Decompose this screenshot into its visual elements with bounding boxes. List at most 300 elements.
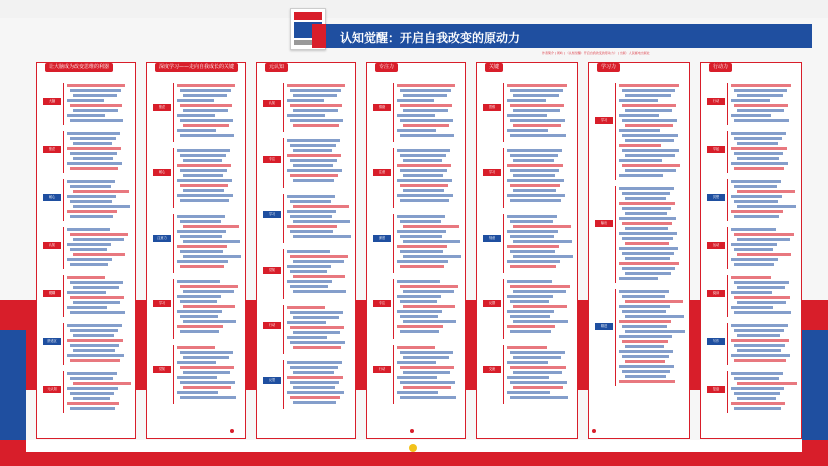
text-line	[625, 169, 676, 172]
text-line	[397, 346, 435, 349]
text-line	[625, 257, 670, 260]
text-line	[510, 169, 559, 172]
branch-line	[283, 305, 284, 354]
text-line	[287, 225, 337, 228]
text-line	[734, 119, 789, 122]
text-line	[287, 210, 336, 213]
text-line	[287, 265, 331, 268]
text-line	[731, 195, 782, 198]
text-line	[293, 220, 350, 223]
text-line	[287, 99, 324, 102]
text-line	[183, 356, 229, 359]
book-meta: 作者简介 | 周岭 | 《认知觉醒：开启自我改变的原动力》 | 出版：人民邮电出版社	[542, 51, 650, 55]
text-line	[734, 215, 779, 218]
text-line	[510, 250, 555, 253]
text-line	[397, 295, 441, 298]
text-line	[67, 228, 110, 231]
text-line	[287, 280, 332, 283]
text-line	[287, 154, 341, 157]
text-line	[70, 215, 113, 218]
text-line	[731, 291, 772, 294]
text-line	[625, 154, 675, 157]
mindmap-node: 耐心	[43, 194, 61, 201]
text-line	[70, 152, 117, 155]
text-line	[183, 225, 239, 228]
text-line	[619, 99, 658, 102]
text-line	[731, 339, 789, 342]
branch-line	[393, 83, 394, 142]
text-line	[625, 330, 685, 333]
text-line	[397, 245, 447, 248]
text-line	[403, 290, 454, 293]
text-line	[177, 391, 218, 394]
text-line	[67, 147, 121, 150]
text-line	[180, 119, 233, 122]
text-line	[400, 366, 454, 369]
mindmap-node: 写作	[707, 338, 725, 345]
column-heading: 元认知	[265, 63, 288, 72]
text-line	[510, 119, 565, 122]
text-line	[397, 325, 443, 328]
text-line	[397, 391, 438, 394]
text-line	[67, 354, 124, 357]
text-line	[734, 377, 779, 380]
text-line	[73, 397, 110, 400]
text-line	[731, 306, 773, 309]
text-line	[731, 258, 778, 261]
text-line	[731, 180, 781, 183]
text-line	[734, 248, 773, 251]
text-line	[70, 359, 120, 362]
mindmap-node: 运动	[707, 242, 725, 249]
text-line	[507, 260, 560, 263]
text-line	[287, 114, 325, 117]
text-line	[507, 194, 565, 197]
text-line	[507, 164, 563, 167]
text-line	[177, 215, 225, 218]
text-line	[73, 157, 113, 160]
text-line	[625, 360, 665, 363]
text-line	[731, 387, 784, 390]
text-line	[183, 174, 223, 177]
text-line	[507, 245, 559, 248]
text-line	[70, 281, 123, 284]
text-line	[67, 387, 118, 390]
decor-dot	[410, 429, 414, 433]
text-line	[731, 99, 770, 102]
text-line	[622, 252, 674, 255]
text-line	[400, 199, 449, 202]
text-line	[507, 361, 548, 364]
text-line	[293, 235, 351, 238]
text-line	[293, 316, 339, 319]
text-line	[290, 104, 342, 107]
text-line	[734, 137, 782, 140]
text-line	[400, 265, 444, 268]
text-line	[510, 220, 553, 223]
text-line	[183, 386, 231, 389]
text-line	[397, 129, 436, 132]
mindmap-node: 反馈	[483, 300, 501, 307]
text-line	[403, 189, 444, 192]
text-line	[67, 402, 119, 405]
branch-line	[63, 83, 64, 125]
text-line	[180, 330, 219, 333]
text-line	[180, 235, 222, 238]
text-line	[70, 329, 118, 332]
text-line	[290, 119, 343, 122]
text-line	[293, 94, 337, 97]
text-line	[293, 331, 340, 334]
mindmap-node: 觉知	[153, 366, 171, 373]
text-line	[731, 84, 791, 87]
text-line	[737, 94, 783, 97]
text-line	[397, 114, 435, 117]
text-line	[510, 285, 570, 288]
text-line	[180, 351, 233, 354]
text-line	[403, 225, 459, 228]
branch-line	[173, 83, 174, 142]
text-line	[67, 372, 117, 375]
text-line	[400, 154, 446, 157]
text-line	[73, 142, 112, 145]
text-line	[290, 381, 339, 384]
text-line	[625, 197, 666, 200]
text-line	[625, 272, 671, 275]
text-line	[403, 159, 442, 162]
mindmap-node: 输出	[595, 220, 613, 227]
text-line	[287, 391, 344, 394]
text-line	[67, 306, 107, 309]
text-line	[293, 164, 333, 167]
text-line	[397, 260, 448, 263]
mindmap-node: 早起	[707, 146, 725, 153]
mindmap-column-c2	[146, 62, 246, 439]
text-line	[177, 179, 232, 182]
branch-line	[503, 279, 504, 338]
column-heading: 让大脑成为改变思维的利器	[45, 63, 113, 72]
text-line	[180, 250, 223, 253]
branch-line	[503, 345, 504, 404]
mindmap-node: 注意	[373, 169, 391, 176]
text-line	[619, 187, 674, 190]
text-line	[507, 84, 567, 87]
decor-dot	[230, 429, 234, 433]
mindmap-node: 行动	[373, 366, 391, 373]
text-line	[70, 263, 108, 266]
text-line	[622, 89, 675, 92]
text-line	[400, 315, 438, 318]
text-line	[400, 330, 439, 333]
text-line	[180, 154, 226, 157]
text-line	[400, 300, 437, 303]
text-line	[177, 361, 216, 364]
text-line	[183, 371, 230, 374]
branch-line	[615, 289, 616, 386]
text-line	[290, 230, 333, 233]
text-line	[619, 129, 660, 132]
text-line	[293, 179, 334, 182]
text-line	[625, 315, 684, 318]
text-line	[731, 132, 786, 135]
text-line	[507, 280, 552, 283]
text-line	[622, 355, 669, 358]
text-line	[67, 99, 104, 102]
branch-line	[283, 138, 284, 187]
text-line	[73, 334, 114, 337]
text-line	[183, 159, 222, 162]
text-line	[737, 142, 778, 145]
text-line	[513, 189, 556, 192]
text-line	[400, 134, 454, 137]
text-line	[513, 290, 566, 293]
text-line	[625, 94, 671, 97]
text-line	[622, 340, 668, 343]
text-line	[622, 134, 678, 137]
text-line	[67, 243, 111, 246]
text-line	[510, 184, 560, 187]
branch-line	[283, 83, 284, 132]
mindmap-node: 深度	[373, 235, 391, 242]
text-line	[400, 351, 453, 354]
text-line	[510, 265, 556, 268]
text-line	[625, 300, 683, 303]
mindmap-node: 思维	[483, 104, 501, 111]
text-line	[625, 124, 673, 127]
text-line	[70, 377, 113, 380]
text-line	[180, 315, 218, 318]
mindmap-node: 认知	[263, 100, 281, 107]
text-line	[622, 370, 670, 373]
text-line	[287, 336, 327, 339]
text-line	[177, 310, 222, 313]
branch-line	[63, 227, 64, 269]
text-line	[400, 381, 455, 384]
text-line	[180, 285, 238, 288]
text-line	[70, 185, 111, 188]
text-line	[73, 286, 119, 289]
text-line	[507, 99, 546, 102]
text-line	[397, 194, 453, 197]
branch-line	[727, 323, 728, 365]
text-line	[510, 235, 554, 238]
text-line	[70, 119, 123, 122]
text-line	[177, 260, 228, 263]
branch-line	[393, 148, 394, 207]
mindmap-node: 耐心	[153, 169, 171, 176]
branch-line	[63, 371, 64, 413]
text-line	[183, 189, 224, 192]
text-line	[293, 290, 346, 293]
mindmap-node: 冥想	[707, 194, 725, 201]
mindmap-node: 交流	[483, 366, 501, 373]
text-line	[622, 119, 677, 122]
text-line	[737, 349, 781, 352]
text-line	[397, 310, 442, 313]
text-line	[403, 320, 456, 323]
text-line	[290, 341, 345, 344]
branch-line	[727, 131, 728, 173]
text-line	[737, 301, 786, 304]
mindmap-node: 模糊	[43, 290, 61, 297]
text-line	[513, 305, 567, 308]
text-line	[403, 371, 450, 374]
text-line	[397, 376, 437, 379]
text-line	[70, 392, 114, 395]
text-line	[180, 104, 232, 107]
text-line	[507, 215, 557, 218]
mindmap-column-c4	[366, 62, 466, 439]
text-line	[510, 300, 549, 303]
mindmap-node: 学习	[153, 300, 171, 307]
text-line	[737, 109, 784, 112]
branch-line	[173, 345, 174, 404]
text-line	[177, 194, 233, 197]
mindmap-node: 专注	[263, 156, 281, 163]
text-line	[180, 396, 236, 399]
text-line	[513, 371, 562, 374]
text-line	[731, 324, 788, 327]
title-banner-accent	[312, 24, 326, 48]
text-line	[73, 205, 130, 208]
text-line	[734, 296, 790, 299]
text-line	[293, 401, 336, 404]
mindmap-column-c7	[700, 62, 802, 439]
page-title: 认知觉醒：开启自我改变的原动力	[340, 31, 521, 45]
text-line	[400, 220, 441, 223]
text-line	[622, 295, 665, 298]
branch-line	[283, 194, 284, 243]
text-line	[70, 248, 107, 251]
text-line	[70, 311, 125, 314]
text-line	[737, 334, 780, 337]
text-line	[400, 235, 442, 238]
text-line	[177, 230, 226, 233]
text-line	[67, 180, 115, 183]
mindmap-node: 阅读	[707, 290, 725, 297]
text-line	[507, 391, 550, 394]
text-line	[619, 290, 669, 293]
text-line	[397, 230, 446, 233]
text-line	[293, 275, 345, 278]
text-line	[397, 280, 440, 283]
text-line	[290, 144, 336, 147]
text-line	[67, 195, 116, 198]
text-line	[400, 250, 443, 253]
text-line	[400, 169, 447, 172]
text-line	[734, 89, 787, 92]
branch-line	[393, 279, 394, 338]
text-line	[290, 89, 341, 92]
text-line	[73, 349, 115, 352]
text-line	[625, 345, 664, 348]
mindmap-node: 专注	[373, 300, 391, 307]
text-line	[507, 295, 553, 298]
branch-line	[393, 214, 394, 273]
branch-line	[727, 275, 728, 317]
text-line	[507, 346, 547, 349]
text-line	[180, 265, 224, 268]
text-line	[177, 325, 223, 328]
text-line	[287, 250, 330, 253]
branch-line	[173, 148, 174, 207]
text-line	[737, 157, 779, 160]
text-line	[67, 162, 122, 165]
text-line	[622, 164, 680, 167]
text-line	[180, 184, 228, 187]
top-frame	[0, 0, 828, 18]
text-line	[513, 356, 561, 359]
text-line	[513, 386, 563, 389]
column-heading: 深度学习——走向自我成长的关键	[155, 63, 238, 72]
text-line	[619, 335, 672, 338]
text-line	[290, 174, 338, 177]
text-line	[510, 366, 566, 369]
text-line	[177, 346, 215, 349]
text-line	[619, 232, 677, 235]
branch-line	[173, 279, 174, 338]
text-line	[731, 228, 776, 231]
text-line	[403, 174, 443, 177]
text-line	[400, 119, 453, 122]
text-line	[622, 237, 673, 240]
text-line	[290, 366, 338, 369]
text-line	[287, 84, 345, 87]
mindmap-node: 情绪	[373, 104, 391, 111]
text-line	[293, 260, 344, 263]
text-line	[625, 139, 674, 142]
mindmap-node: 行动	[263, 322, 281, 329]
text-line	[513, 124, 561, 127]
text-line	[619, 159, 662, 162]
mindmap-node: 精进	[595, 323, 613, 330]
text-line	[397, 99, 434, 102]
text-line	[73, 253, 125, 256]
column-heading: 学习力	[597, 63, 620, 72]
mindmap-node: 行动	[707, 98, 725, 105]
text-line	[183, 109, 228, 112]
text-line	[287, 361, 342, 364]
text-line	[397, 84, 455, 87]
text-line	[734, 407, 781, 410]
text-line	[70, 296, 124, 299]
text-line	[180, 381, 235, 384]
text-line	[177, 164, 231, 167]
text-line	[73, 382, 131, 385]
text-line	[293, 346, 341, 349]
text-line	[183, 320, 236, 323]
branch-line	[503, 214, 504, 273]
text-line	[177, 84, 235, 87]
text-line	[67, 339, 123, 342]
text-line	[619, 350, 673, 353]
text-line	[619, 380, 675, 383]
branch-line	[727, 179, 728, 221]
text-line	[290, 311, 343, 314]
text-line	[737, 286, 785, 289]
text-line	[734, 104, 788, 107]
text-line	[67, 114, 105, 117]
text-line	[293, 386, 335, 389]
mindmap-node: 学习	[263, 211, 281, 218]
text-line	[177, 114, 215, 117]
mindmap-node: 注意力	[153, 235, 171, 242]
text-line	[510, 351, 565, 354]
text-line	[183, 290, 234, 293]
text-line	[180, 300, 217, 303]
text-line	[734, 392, 780, 395]
text-line	[619, 174, 663, 177]
